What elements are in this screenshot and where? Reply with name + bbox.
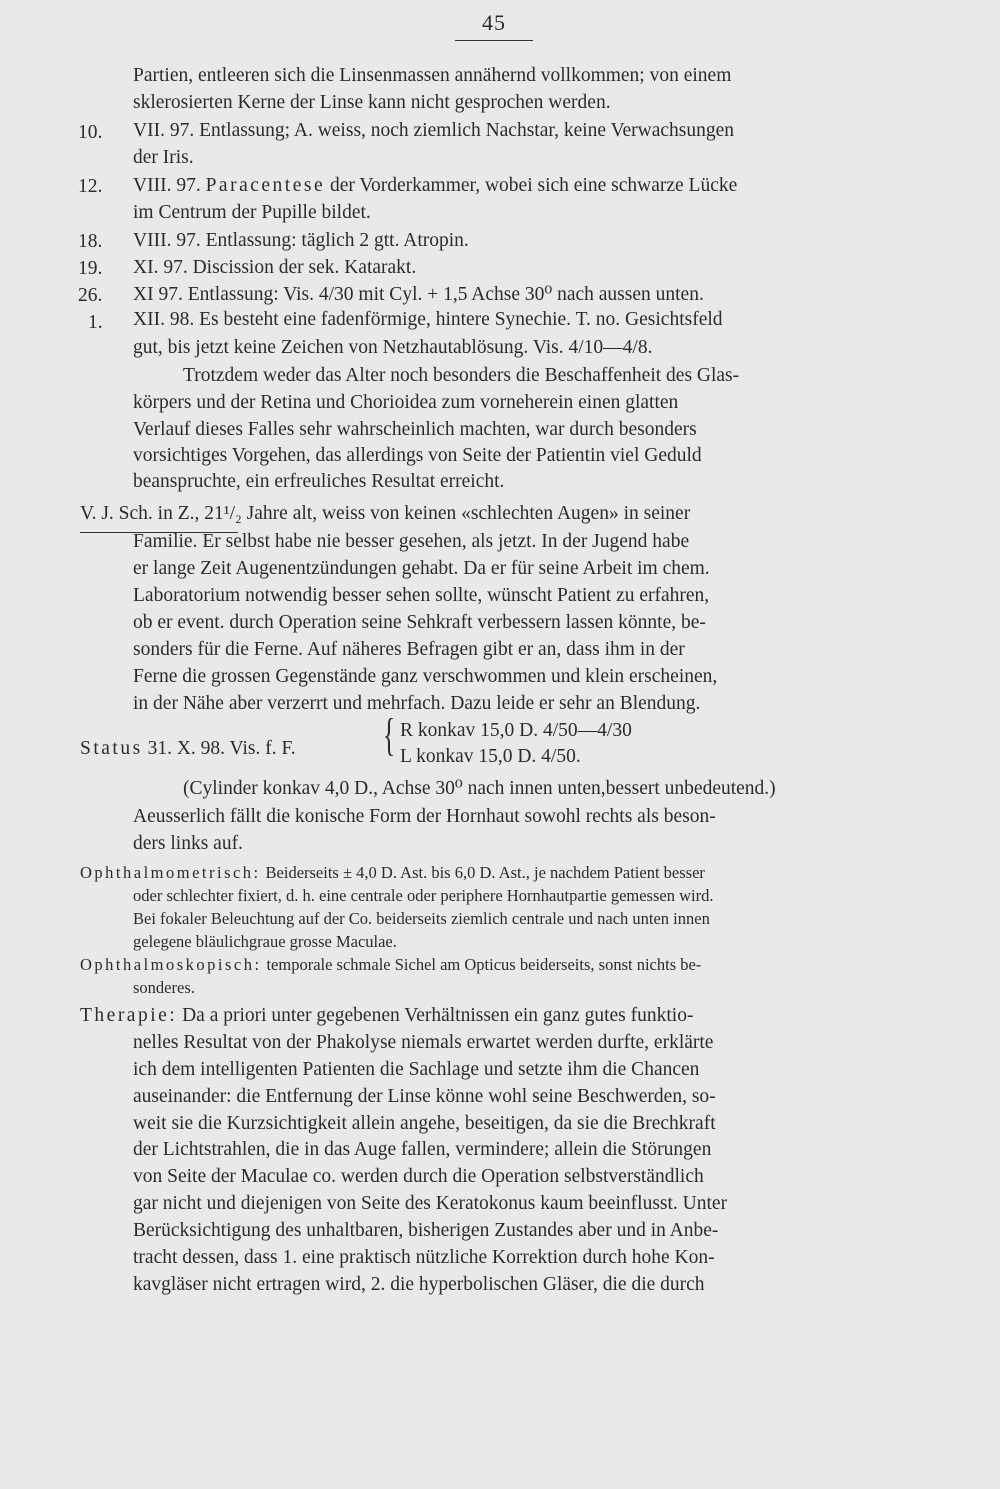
text-line: vorsichtiges Vorgehen, das allerdings von Seite der Patientin viel Geduld [133, 445, 702, 466]
text-line: VII. 97. Entlassung; A. weiss, noch ziemlich Nachstar, keine Verwachsungen [133, 120, 735, 141]
text-line: Bei fokaler Beleuchtung auf der Co. beiderseits ziemlich centrale und nach unten innen [133, 909, 710, 928]
brace-symbol: { [383, 709, 396, 760]
text-line: gar nicht und diejenigen von Seite des Keratokonus kaum beeinflusst. Unter [133, 1193, 728, 1214]
text-line: VIII. 97. Entlassung: täglich 2 gtt. Atropin. [133, 230, 469, 251]
spaced-term: Paracentese [205, 175, 326, 196]
text-line: sonderes. [133, 978, 195, 997]
text-line: ob er event. durch Operation seine Sehkraft verbessern lassen könnte, be- [133, 612, 706, 633]
text-line: kavgläser nicht ertragen wird, 2. die hyperbolischen Gläser, die die durch [133, 1274, 705, 1295]
text-line: gelegene bläulichgraue grosse Maculae. [133, 932, 397, 951]
date-marker: 12. [78, 176, 103, 197]
text-line: in der Nähe aber verzerrt und mehrfach. Dazu leide er sehr an Blendung. [133, 693, 701, 714]
text-line: körpers und der Retina und Chorioidea zum vorneherein einen glatten [133, 392, 679, 413]
ophthalmometric-label: Ophthalmometrisch: [80, 863, 261, 882]
therapy-label: Therapie: [80, 1005, 178, 1026]
text-line: sklerosierten Kerne der Linse kann nicht gesprochen werden. [133, 92, 611, 113]
ophthalmoscopic-line [80, 953, 701, 977]
text-line: sonders für die Ferne. Auf näheres Befragen gibt er an, dass ihm in der [133, 639, 685, 660]
date-marker: 19. [78, 258, 103, 279]
date-marker: 18. [78, 231, 103, 252]
therapy-line [80, 1004, 693, 1028]
text-segment: temporale schmale Sichel am Opticus beiderseits, sonst nichts be- [266, 955, 702, 974]
text-line: Verlauf dieses Falles sehr wahrscheinlich machten, war durch besonders [133, 419, 697, 440]
text-line [133, 174, 737, 198]
text-segment: Da a priori unter gegebenen Verhältnissen ein ganz gutes funktio- [182, 1005, 694, 1026]
date-marker: 1. [88, 312, 103, 333]
status-line [80, 737, 296, 761]
text-line: im Centrum der Pupille bildet. [133, 202, 371, 223]
case-label: V. J. Sch. in Z., [80, 503, 200, 524]
text-line: XII. 98. Es besteht eine fadenförmige, hintere Synechie. T. no. Gesichtsfeld [133, 309, 723, 330]
text-line: tracht dessen, dass 1. eine praktisch nützliche Korrektion durch hohe Kon- [133, 1247, 715, 1268]
text-line: der Lichtstrahlen, die in das Auge fallen, vermindere; allein die Störungen [133, 1139, 712, 1160]
text-line: Berücksichtigung des unhaltbaren, bisherigen Zustandes aber und in Anbe- [133, 1220, 719, 1241]
text-line: gut, bis jetzt keine Zeichen von Netzhautablösung. Vis. 4/10—4/8. [133, 337, 653, 358]
text-line: der Iris. [133, 147, 194, 168]
date-marker: 10. [78, 122, 103, 143]
text-segment: der Vorderkammer, wobei sich eine schwarze Lücke [329, 175, 738, 196]
status-label: Status [80, 738, 143, 759]
text-line: Ferne die grossen Gegenstände ganz verschwommen und klein erscheinen, [133, 666, 718, 687]
status-left-eye: L konkav 15,0 D. 4/50. [400, 746, 581, 767]
status-right-eye: R konkav 15,0 D. 4/50—4/30 [400, 720, 632, 741]
text-line: (Cylinder konkav 4,0 D., Achse 30⁰ nach innen unten,bessert unbedeutend.) [183, 778, 776, 799]
text-line: nelles Resultat von der Phakolyse niemals erwartet werden durfte, erklärte [133, 1032, 714, 1053]
page-number: 45 [455, 10, 533, 41]
text-line: Familie. Er selbst habe nie besser gesehen, als jetzt. In der Jugend habe [133, 531, 690, 552]
text-line: auseinander: die Entfernung der Linse könne wohl seine Beschwerden, so- [133, 1086, 716, 1107]
text-line: beanspruchte, ein erfreuliches Resultat erreicht. [133, 471, 505, 492]
text-line: er lange Zeit Augenentzündungen gehabt. Da er für seine Arbeit im chem. [133, 558, 710, 579]
text-line: weit sie die Kurzsichtigkeit allein angehe, beseitigen, da sie die Brechkraft [133, 1113, 716, 1134]
text-line: ich dem intelligenten Patienten die Sachlage und setzte ihm die Chancen [133, 1059, 700, 1080]
text-line: Partien, entleeren sich die Linsenmassen annähernd vollkommen; von einem [133, 65, 732, 86]
text-line: oder schlechter fixiert, d. h. eine centrale oder periphere Hornhautpartie gemessen wird. [133, 886, 714, 905]
status-text: 31. X. 98. Vis. f. F. [147, 738, 296, 759]
ophthalmometric-line [80, 861, 705, 885]
text-line [80, 502, 690, 526]
text-line: XI. 97. Discission der sek. Katarakt. [133, 257, 417, 278]
text-segment: VIII. 97. [133, 175, 201, 196]
text-line: Laboratorium notwendig besser sehen sollte, wünscht Patient zu erfahren, [133, 585, 710, 606]
text-line: Aeusserlich fällt die konische Form der Hornhaut sowohl rechts als beson- [133, 806, 716, 827]
text-line: ders links auf. [133, 833, 243, 854]
date-marker: 26. [78, 285, 103, 306]
text-line: von Seite der Maculae co. werden durch die Operation selbstverständlich [133, 1166, 704, 1187]
text-segment: Beiderseits ± 4,0 D. Ast. bis 6,0 D. Ast., je nachdem Patient besser [265, 863, 705, 882]
text-line: XI 97. Entlassung: Vis. 4/30 mit Cyl. + 1,5 Achse 30⁰ nach aussen unten. [133, 284, 704, 305]
text-line: Trotzdem weder das Alter noch besonders die Beschaffenheit des Glas- [183, 365, 740, 386]
ophthalmoscopic-label: Ophthalmoskopisch: [80, 955, 262, 974]
text-segment: 21¹/₂ Jahre alt, weiss von keinen «schlechten Augen» in seiner [204, 503, 691, 524]
